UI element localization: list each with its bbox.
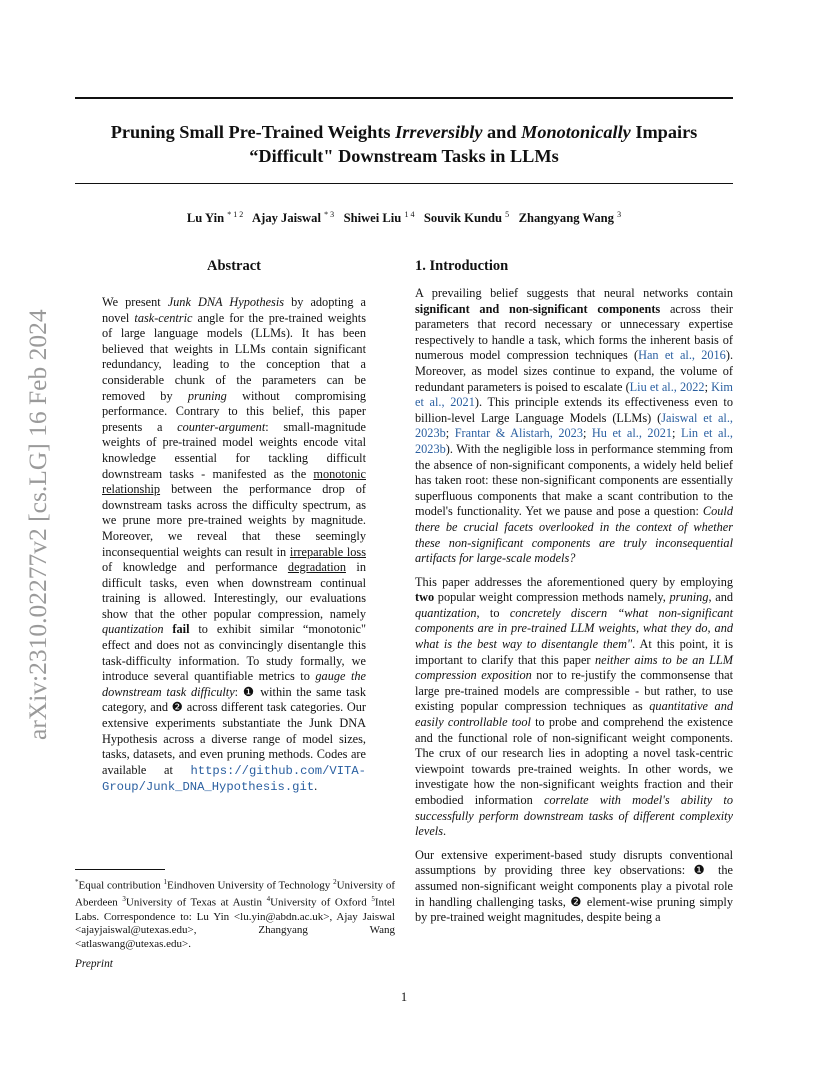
footnote-rule <box>75 869 165 870</box>
page-number: 1 <box>400 990 408 1004</box>
author: Shiwei Liu $^{1 4}$ <box>343 210 415 226</box>
arxiv-identifier: arXiv:2310.02277v2 [cs.LG] 16 Feb 2024 <box>23 309 52 741</box>
citation-link[interactable]: Han et al., 2016 <box>638 348 726 363</box>
title-top-rule <box>75 97 733 99</box>
introduction-heading: 1. Introduction <box>415 258 509 274</box>
intro-paragraph-3: Our extensive experiment-based study disrupts conventional assumptions by providing three key observations: ❶ the assumed non-significant weight components play a pivotal role in handling challenging tasks, ❷ element-wise pruning simply by pre-trained weight magnitudes, despite being a <box>415 847 733 925</box>
citation-link[interactable]: Frantar & Alistarh, 2023 <box>454 426 583 441</box>
author: Zhangyang Wang $^3$ <box>518 210 622 226</box>
abstract-column <box>102 258 366 796</box>
citation-link[interactable]: Hu et al., 2021 <box>591 426 673 441</box>
author: Ajay Jaiswal $^{* 3}$ <box>252 210 335 226</box>
citation-link[interactable]: Lin et al., 2023b <box>415 426 734 456</box>
author-list <box>75 210 733 226</box>
abstract-heading: Abstract <box>207 258 261 274</box>
affiliation-footnote: *Equal contribution $^1$Eindhoven University of Technology $^2$University of Aberdeen $^3$University of Texas at Austin $^4$University of Oxford $^5$Intel Labs. Correspondence to: Lu Yin <lu.yin@abdn.ac.uk>, Ajay Jaiswal <ajayjaiswal@utexas.edu>, Zhangyang Wang <atlaswang@utexas.edu>. <box>75 878 395 951</box>
introduction-column <box>415 258 733 934</box>
intro-paragraph-2: This paper addresses the aforementioned query by employing two popular weight compression methods namely, pruning, and quantization, to concretely discern “what non-significant components are in pre-trained LLM weights, what they do, and what is the best way to disentangle them". At this point, it is important to clarify that this paper neither aims to be an LLM compression exposition nor to re-justify the commonsense that large pre-trained models are compressible - but rather, to use existing popular compression techniques as quantitative and easily controllable tool to probe and comprehend the existence and the functional role of non-significant weight components. The crux of our research lies in adopting a novel task-centric viewpoint towards pre-trained weights. In other words, we investigate how the non-significant weights fraction and their embodied information correlate with model's ability to successfully perform downstream tasks of different complexity levels. <box>415 574 734 839</box>
intro-paragraph-1: A prevailing belief suggests that neural networks contain significant and non-significant components across their parameters that record necessary or unnecessary expertise respectively to handle a task, which forms the inherent basis of numerous model compression techniques (Han et al., 2016). Moreover, as model sizes continue to expand, the volume of redundant parameters is poised to escalate (Liu et al., 2022; Kim et al., 2021). This principle extends its effectiveness even to billion-level Large Language Models (LLMs) (Jaiswal et al., 2023b; Frantar & Alistarh, 2023; Hu et al., 2021; Lin et al., 2023b). With the negligible loss in performance stemming from the absence of non-significant components, a widely held belief has taken root: these non-significant components are essentially superfluous components that make a scant contribution to the model's functionality. Yet we pause and pose a question: Could there be crucial facets overlooked in the context of whether these non-significant components are truly inconsequential artifacts for large-scale models? <box>415 286 734 566</box>
abstract-body: We present Junk DNA Hypothesis by adopting a novel task-centric angle for the pre-trained weights of large language models (LLMs). It has been believed that weights in LLMs contain significant redundancy, leading to the conception that a considerable chunk of the parameters can be removed by pruning without compromising performance. Contrary to this belief, this paper presents a counter-argument: small-magnitude weights of pre-trained model weights encode vital knowledge essential for tackling difficult downstream tasks - manifested as the monotonic relationship between the performance drop of downstream tasks across the difficulty spectrum, as we prune more pre-trained weights by magnitude. Moreover, we reveal that these seemingly inconsequential weights can result in irreparable loss of knowledge and performance degradation in difficult tasks, even when downstream continual training is allowed. Interestingly, our evaluations show that the other popular compression, namely quantization fail to exhibit similar “monotonic" effect and does not as convincingly disentangle this task-difficulty information. To study formally, we introduce several quantifiable metrics to gauge the downstream task difficulty: ❶ within the same task category, and ❷ across different task categories. Our extensive experiments substantiate the Junk DNA Hypothesis across a diverse range of model sizes, tasks, datasets, and even pruning methods. Codes are available at https://github.com/VITA-Group/Junk_DNA_Hypothesis.git. <box>102 295 367 795</box>
citation-link[interactable]: Kim et al., 2021 <box>415 379 733 410</box>
title-bottom-rule <box>75 183 733 184</box>
author: Lu Yin $^{* 1 2}$ <box>186 210 244 226</box>
code-repository-link[interactable]: https://github.com/VITA-Group/Junk_DNA_Hypothesis.git <box>102 763 366 795</box>
preprint-label: Preprint <box>75 958 113 970</box>
paper-title: Pruning Small Pre-Trained Weights Irreversibly and Monotonically Impairs “Difficult" Downstream Tasks in LLMs <box>110 122 698 166</box>
citation-link[interactable]: Jaiswal et al., 2023b <box>415 410 733 441</box>
author: Souvik Kundu $^5$ <box>423 210 510 226</box>
citation-link[interactable]: Liu et al., 2022 <box>629 379 705 394</box>
